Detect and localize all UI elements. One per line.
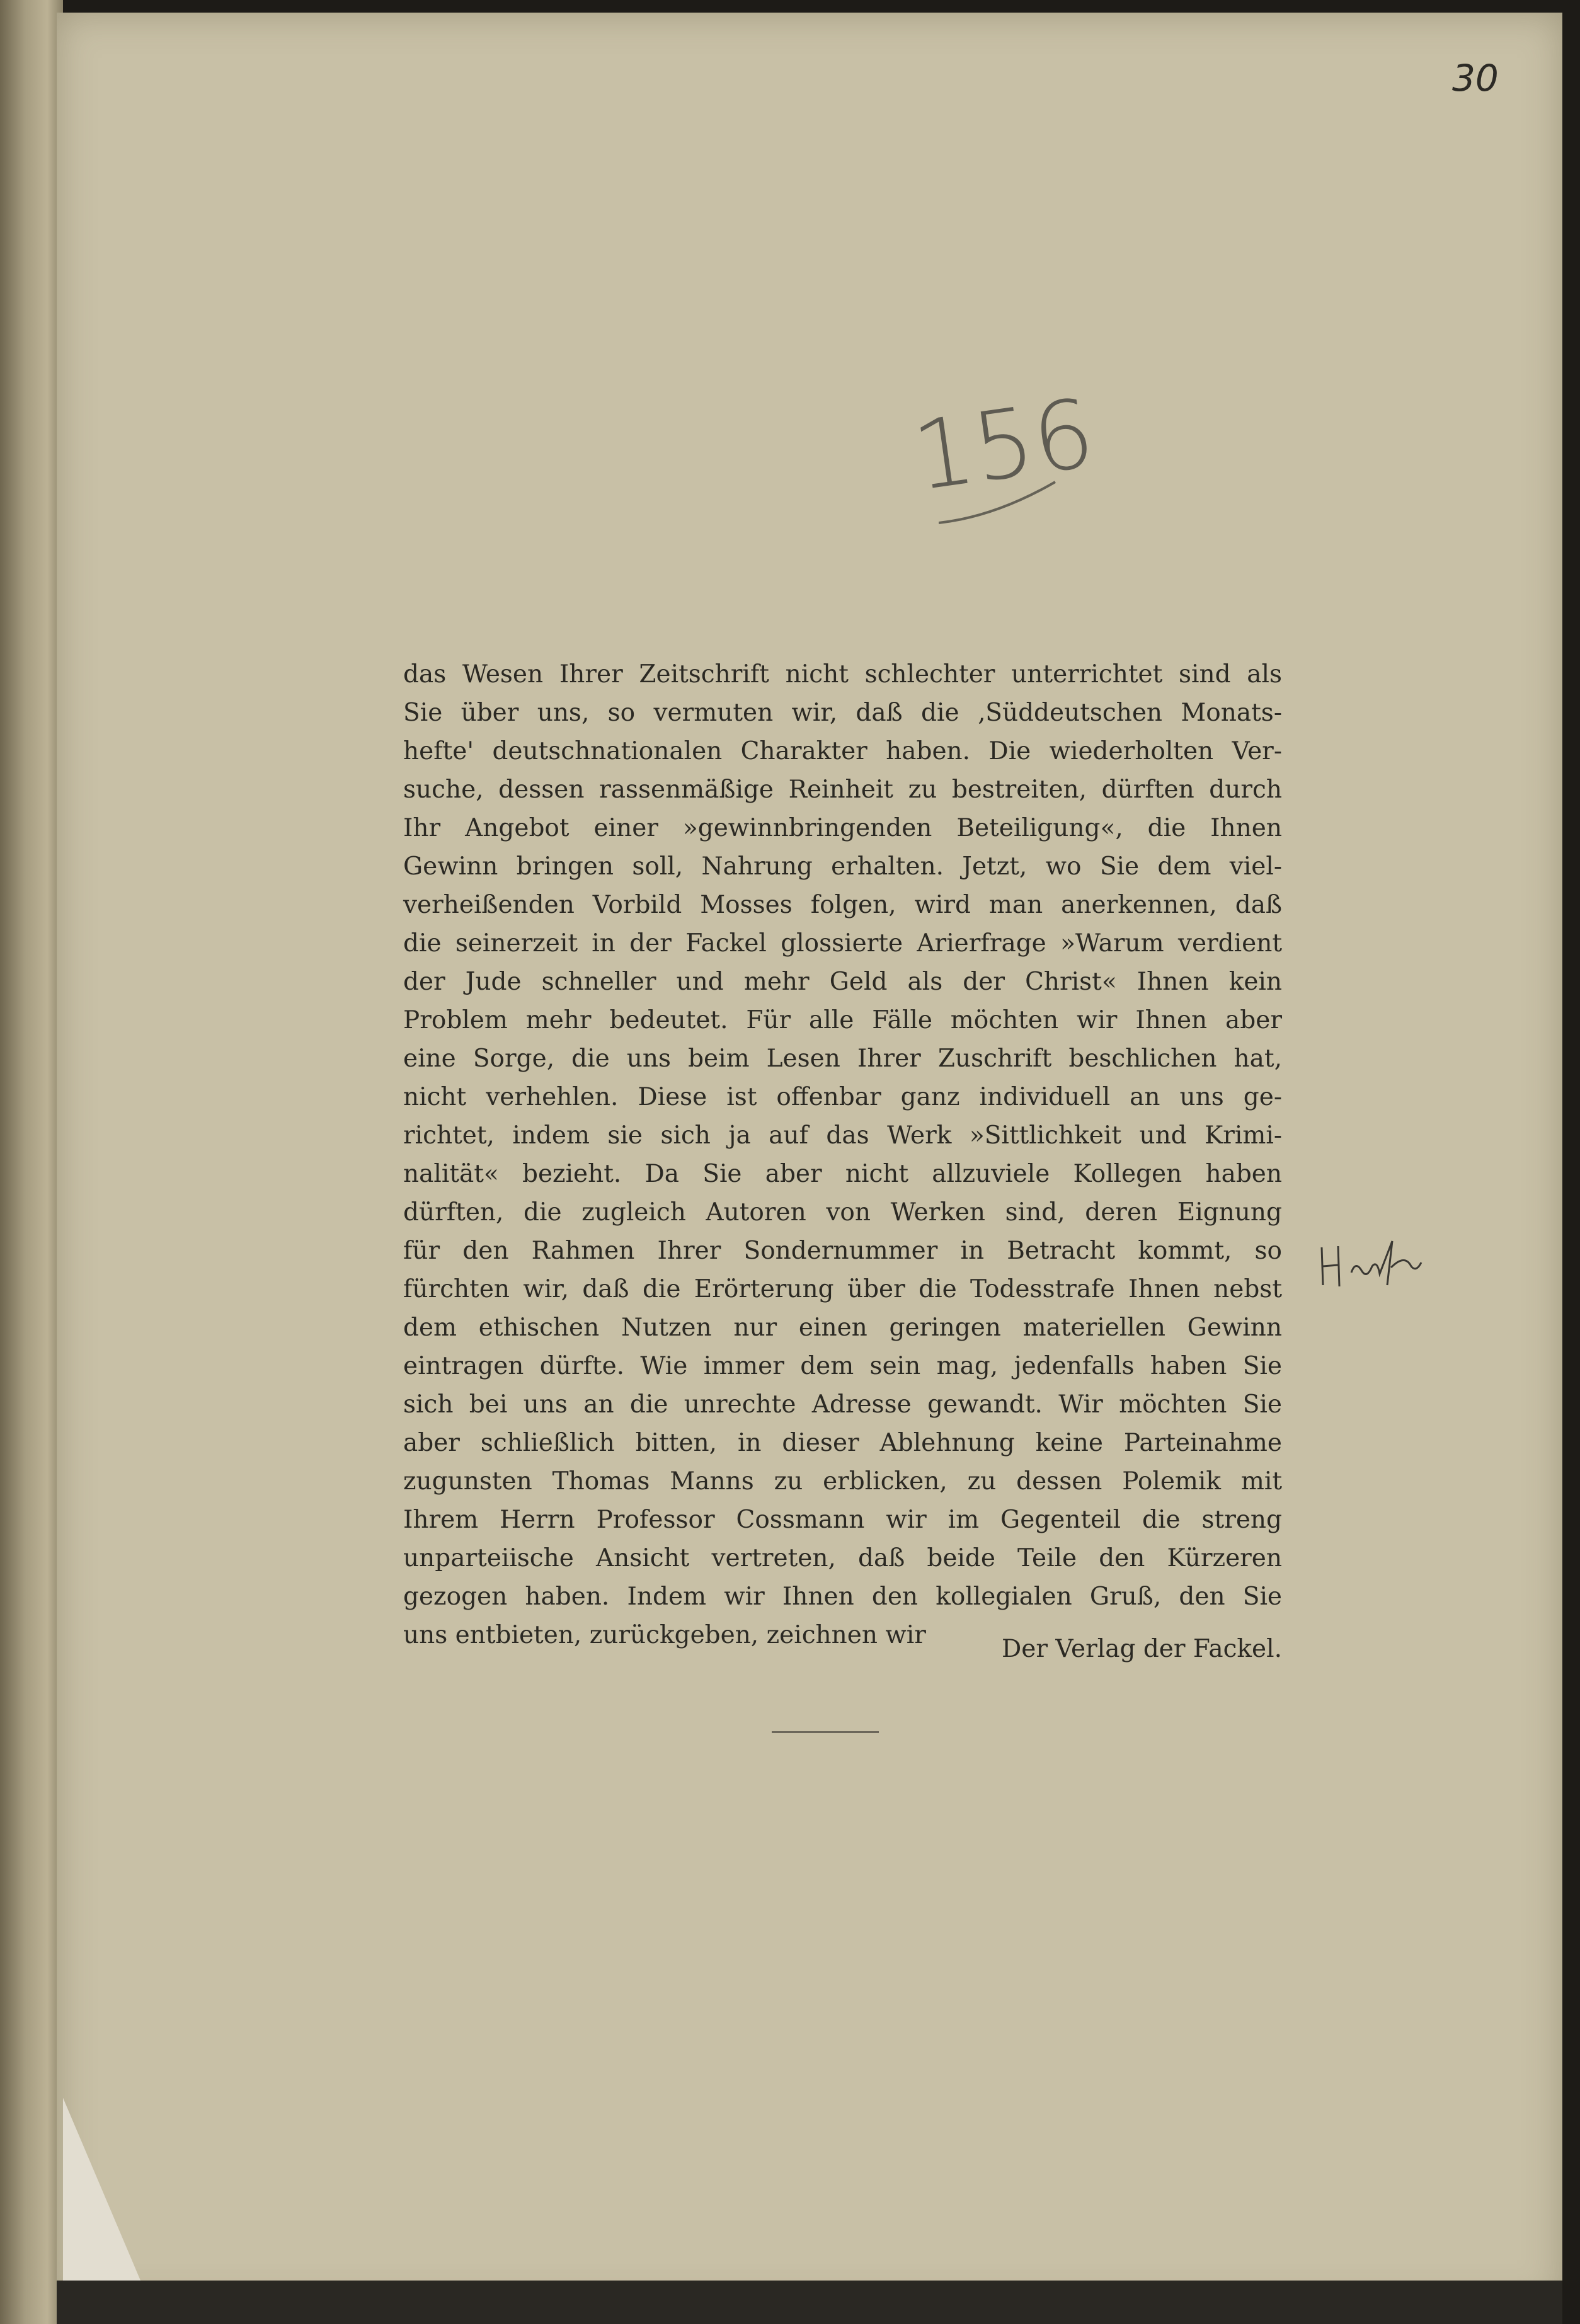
signature-line: Der Verlag der Fackel. <box>1002 1635 1282 1663</box>
text-line: Gewinn bringen soll, Nahrung erhalten. Jetzt, wo Sie dem viel- <box>403 852 1282 881</box>
text-line: uns entbieten, zurückgeben, zeichnen wir <box>403 1621 926 1649</box>
text-line: dem ethischen Nutzen nur einen geringen materiellen Gewinn <box>403 1314 1282 1342</box>
text-line: richtet, indem sie sich ja auf das Werk »Sittlichkeit und Krimi- <box>403 1121 1282 1150</box>
text-line: unparteiische Ansicht vertreten, daß beide Teile den Kürzeren <box>403 1544 1282 1572</box>
book-spine <box>0 0 63 2324</box>
text-line: fürchten wir, daß die Erörterung über die Todesstrafe Ihnen nebst <box>403 1275 1282 1303</box>
folio-number: 30 <box>1452 57 1499 100</box>
text-line: der Jude schneller und mehr Geld als der Christ« Ihnen kein <box>403 968 1282 996</box>
text-line: verheißenden Vorbild Mosses folgen, wird man anerkennen, daß <box>403 891 1282 919</box>
pencil-annotation: 156 <box>907 378 1101 513</box>
text-line: gezogen haben. Indem wir Ihnen den kollegialen Gruß, den Sie <box>403 1583 1282 1611</box>
text-line: aber schließlich bitten, in dieser Ablehnung keine Parteinahme <box>403 1429 1282 1457</box>
text-line: Sie über uns, so vermuten wir, daß die ‚Süddeutschen Monats- <box>403 699 1282 727</box>
text-line: für den Rahmen Ihrer Sondernummer in Betracht kommt, so <box>403 1237 1282 1265</box>
pencil-underline <box>939 479 1058 529</box>
text-line: die seinerzeit in der Fackel glossierte Arierfrage »Warum verdient <box>403 929 1282 958</box>
handwritten-margin-note <box>1317 1235 1424 1291</box>
text-line: Ihrem Herrn Professor Cossmann wir im Gegenteil die streng <box>403 1506 1282 1534</box>
text-line: dürften, die zugleich Autoren von Werken sind, deren Eignung <box>403 1198 1282 1227</box>
text-line: hefte' deutschnationalen Charakter haben. Die wiederholten Ver- <box>403 737 1282 765</box>
text-line: eine Sorge, die uns beim Lesen Ihrer Zuschrift beschlichen hat, <box>403 1045 1282 1073</box>
text-line: Ihr Angebot einer »gewinnbringenden Beteiligung«, die Ihnen <box>403 814 1282 842</box>
letter-body <box>403 655 1282 1654</box>
text-line: eintragen dürfte. Wie immer dem sein mag, jedenfalls haben Sie <box>403 1352 1282 1380</box>
text-line: nicht verhehlen. Diese ist offenbar ganz individuell an uns ge- <box>403 1083 1282 1111</box>
text-line: zugunsten Thomas Manns zu erblicken, zu dessen Polemik mit <box>403 1467 1282 1496</box>
text-line: suche, dessen rassenmäßige Reinheit zu bestreiten, dürften durch <box>403 776 1282 804</box>
closing-rule <box>772 1731 879 1733</box>
page-corner-fold <box>63 2098 151 2306</box>
page-bottom-edge <box>57 2281 1562 2324</box>
text-line: das Wesen Ihrer Zeitschrift nicht schlechter unterrichtet sind als <box>403 660 1282 689</box>
text-line: Problem mehr bedeutet. Für alle Fälle möchten wir Ihnen aber <box>403 1006 1282 1034</box>
text-line: nalität« bezieht. Da Sie aber nicht allzuviele Kollegen haben <box>403 1160 1282 1188</box>
text-line: sich bei uns an die unrechte Adresse gewandt. Wir möchten Sie <box>403 1390 1282 1419</box>
